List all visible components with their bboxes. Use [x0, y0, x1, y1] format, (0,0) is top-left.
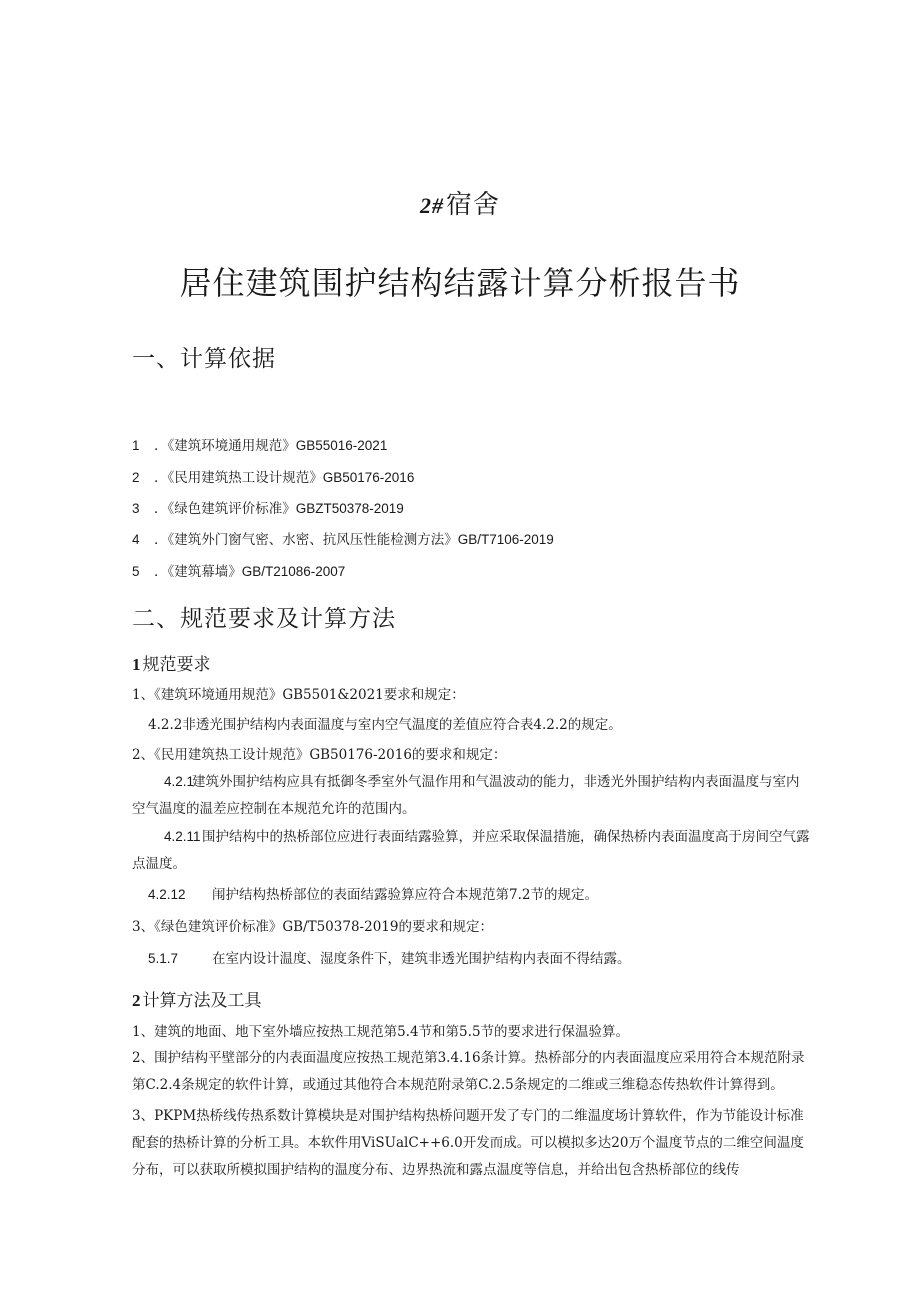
- method-item: 2、围护结构平壁部分的内表面温度应按热工规范第3.4.16条计算。热桥部分的内表面温度应采用符合本规范附录第C.2.4条规定的软件计算，或通过其他符合本规范附录第C.2.5条规定的二维或三维稳态传热软件计算得到。: [132, 1050, 805, 1093]
- reference-number: 1: [132, 438, 140, 453]
- method-item: 3、PKPM热桥线传热系数计算模块是对围护结构热桥问题开发了专门的二维温度场计算软件，作为节能设计标准配套的热桥计算的分析工具。本软件用ViSUalC++6.0开发而成。可以模拟多达20万个温度节点的二维空间温度分布，可以获取所模拟围护结构的温度分布、边界热流和露点温度等信息，并给出包含热桥部位的线传: [132, 1108, 804, 1178]
- reference-code: GBZT50378-2019: [295, 501, 404, 516]
- reference-code: GB55016-2021: [295, 438, 388, 453]
- requirement-clause: 5.1.7 在室内设计温度、湿度条件下，建筑非透光围护结构内表面不得结露。: [148, 951, 631, 967]
- requirement-standard-line: 2、《民用建筑热工设计规范》GB50176-2016的要求和规定：: [132, 747, 507, 763]
- reference-name: 《绿色建筑评价标准》: [167, 501, 296, 517]
- building-type: 宿舍: [445, 190, 500, 220]
- reference-code: GB/T7106-2019: [457, 532, 554, 547]
- reference-number: 5: [132, 564, 140, 579]
- subsection-heading-methods-tools: 2 计算方法及工具: [132, 991, 262, 1011]
- reference-number: 3: [132, 501, 140, 516]
- subsection-heading-requirements: 1 规范要求: [132, 655, 211, 675]
- requirement-clause: 4.2.12 闱护结构热桥部位的表面结露验算应符合本规范第7.2节的规定。: [148, 887, 598, 903]
- reference-name: 《建筑外门窗气密、水密、抗风压性能检测方法》: [167, 532, 458, 548]
- building-number: 2#: [419, 193, 444, 218]
- reference-name: 《建筑幕墙》: [167, 564, 242, 580]
- requirement-clause: 4.2.2非透光围护结构内表面温度与室内空气温度的差值应符合表4.2.2的规定。: [148, 717, 622, 733]
- reference-item: 5 ．《建筑幕墙》GB/T21086-2007: [132, 564, 346, 580]
- reference-number: 4: [132, 532, 140, 547]
- section-heading-basis: 一、计算依据: [132, 346, 276, 372]
- reference-name: 《建筑环境通用规范》: [167, 438, 296, 454]
- reference-code: GB50176-2016: [322, 470, 415, 485]
- requirement-clause: 4.2.1建筑外围护结构应具有抵御冬季室外气温作用和气温波动的能力，非透光外围护结构内表面温度与室内空气温度的温差应控制在本规范允许的范围内。: [132, 774, 800, 817]
- reference-name: 《民用建筑热工设计规范》: [167, 470, 323, 486]
- requirement-standard-line: 1、《建筑环境通用规范》GB5501&2021要求和规定：: [132, 687, 465, 703]
- section-heading-methods: 二、规范要求及计算方法: [132, 606, 396, 632]
- reference-number: 2: [132, 470, 140, 485]
- reference-item: 4 ．《建筑外门窗气密、水密、抗风压性能检测方法》GB/T7106-2019: [132, 532, 554, 548]
- method-item: 1、建筑的地面、地下室外墙应按热工规范第5.4节和第5.5节的要求进行保温验算。: [132, 1024, 630, 1040]
- report-title: 居住建筑围护结构结露计算分析报告书: [179, 264, 741, 302]
- requirement-standard-line: 3、《绿色建筑评价标准》GB/T50378-2019的要求和规定：: [132, 919, 493, 935]
- reference-item: 2 ．《民用建筑热工设计规范》GB50176-2016: [132, 470, 415, 486]
- requirement-clause: 4.2.11围护结构中的热桥部位应进行表面结露验算，并应采取保温措施，确保热桥内表面温度高于房间空气露点温度。: [132, 829, 810, 872]
- reference-code: GB/T21086-2007: [241, 564, 346, 579]
- building-name: [0, 184, 920, 221]
- reference-item: 3 ．《绿色建筑评价标准》GBZT50378-2019: [132, 501, 404, 517]
- reference-item: 1 ．《建筑环境通用规范》GB55016-2021: [132, 438, 388, 454]
